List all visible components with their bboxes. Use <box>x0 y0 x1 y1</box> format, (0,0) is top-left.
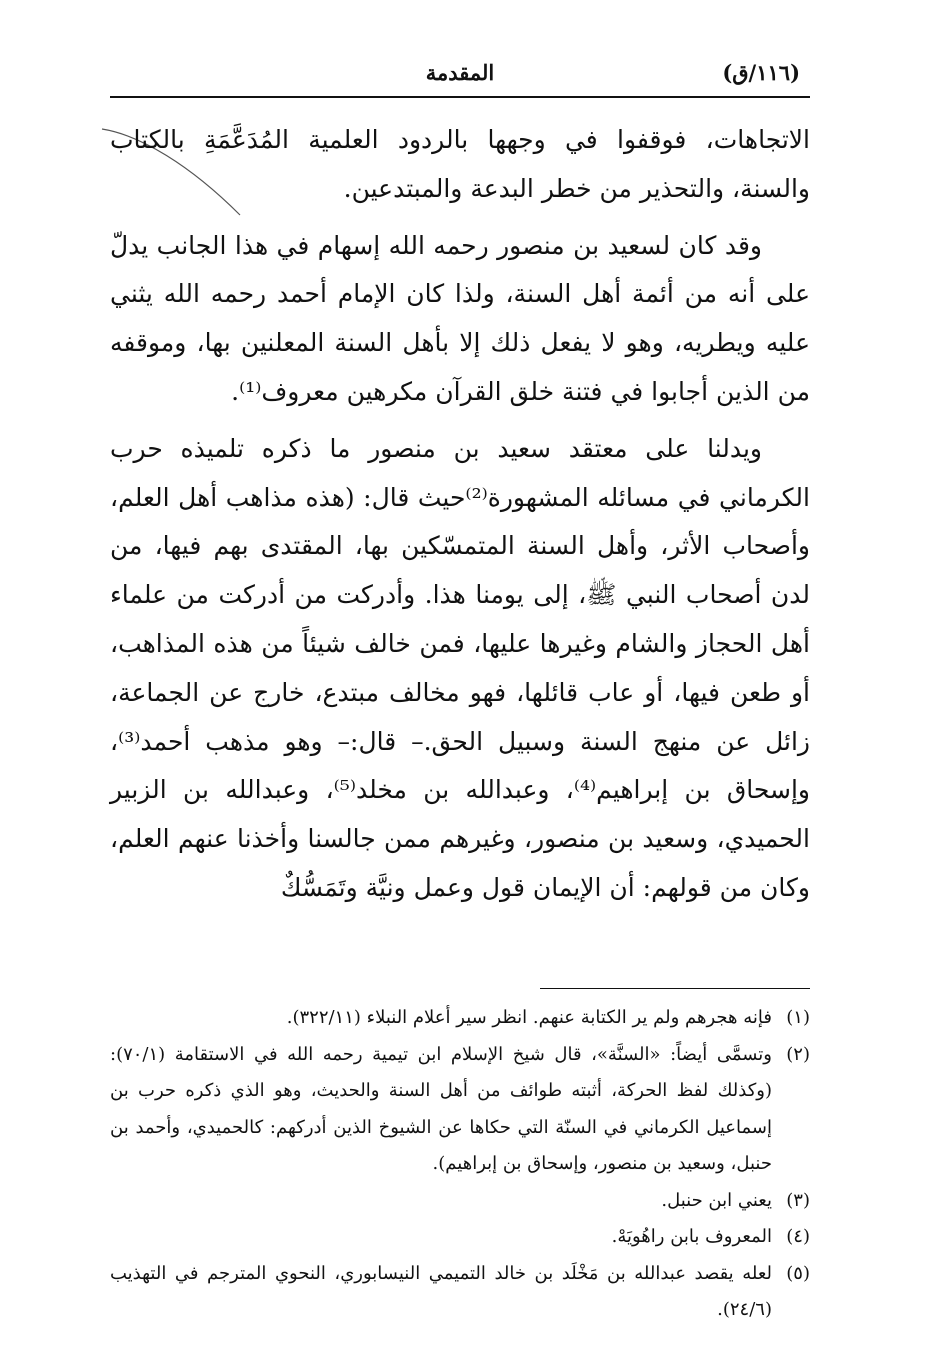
footnote-rule <box>540 988 810 989</box>
footnote-text: يعني ابن حنبل. <box>661 1189 772 1211</box>
paragraph: وقد كان لسعيد بن منصور رحمه الله إسهام في هذا الجانب يدلّ على أنه من أئمة أهل السنة، ولذا كان الإمام أحمد رحمه الله يثني عليه ويطريه، وهو لا يفعل ذلك إلا بأهل السنة المعلنين بها، وموقفه من الذين أجابوا في فتنة خلق القرآن مكرهين معروف⁽¹⁾. <box>110 230 810 406</box>
running-title: المقدمة <box>425 60 495 85</box>
footnote-text: لعله يقصد عبدالله بن مَخْلَد بن خالد التميمي النيسابوري، النحوي المترجم في التهذيب (٢٤/٦). <box>110 1262 772 1320</box>
footnote-text: وتسمَّى أيضاً: «السنَّة»، قال شيخ الإسلام ابن تيمية رحمه الله في الاستقامة (٧٠/١): (وكذلك لفظ الحركة، أثبته طوائف من أهل السنة والحديث، وهو الذي ذكره حرب بن إسماعيل الكرماني في السنّة التي حكاها عن الشيوخ الذين أدركهم: كالحميدي، وأحمد بن حنبل، وسعيد بن منصور، وإسحاق بن إبراهيم). <box>110 1043 772 1174</box>
footnote-number: (١) <box>786 1007 810 1028</box>
paragraph: ويدلنا على معتقد سعيد بن منصور ما ذكره تلميذه حرب الكرماني في مسائله المشهورة⁽²⁾حيث قال: (هذه مذاهب أهل العلم، وأصحاب الأثر، وأهل السنة المتمسّكين بها، المقتدى بهم فيها، من لدن أصحاب النبي ﷺ، إلى يومنا هذا. وأدركت من أدركت من علماء أهل الحجاز والشام وغيرها عليها، فمن خالف شيئاً من هذه المذاهب، أو طعن فيها، أو عاب قائلها، فهو مخالف مبتدع، خارج عن الجماعة، زائل عن منهج السنة وسبيل الحق.– قال:– وهو مذهب أحمد⁽³⁾، وإسحاق بن إبراهيم⁽⁴⁾، وعبدالله بن مخلد⁽⁵⁾، وعبدالله بن الزبير الحميدي، وسعيد بن منصور، وغيرهم ممن جالسنا وأخذنا عنهم العلم، وكان من قولهم: أن الإيمان قول وعمل ونيَّة وتَمَسُّكٌ <box>110 433 810 902</box>
paragraph: الاتجاهات، فوقفوا في وجهها بالردود العلمية المُدَعَّمَةِ بالكتاب والسنة، والتحذير من خطر البدعة والمبتدعين. <box>110 125 810 203</box>
footnotes <box>110 1000 810 1329</box>
footnote-text: المعروف بابن راهُويَهْ. <box>611 1226 772 1247</box>
main-text <box>110 116 810 921</box>
footnote-text: فإنه هجرهم ولم ير الكتابة عنهم. انظر سير أعلام النبلاء (٣٢٢/١١). <box>286 1007 772 1028</box>
page-reference: (١١٦/ق) <box>722 60 800 85</box>
footnote-number: (٣) <box>786 1189 810 1211</box>
footnote <box>110 1037 810 1183</box>
page-header <box>110 48 810 94</box>
footnote-number: (٤) <box>786 1226 810 1247</box>
footnote <box>110 1183 810 1220</box>
footnote <box>110 1000 810 1037</box>
footnote-number: (٢) <box>786 1043 810 1065</box>
footnote <box>110 1219 810 1256</box>
page <box>110 48 810 1318</box>
footnote-number: (٥) <box>786 1262 810 1284</box>
header-rule <box>110 96 810 98</box>
footnote <box>110 1256 810 1329</box>
